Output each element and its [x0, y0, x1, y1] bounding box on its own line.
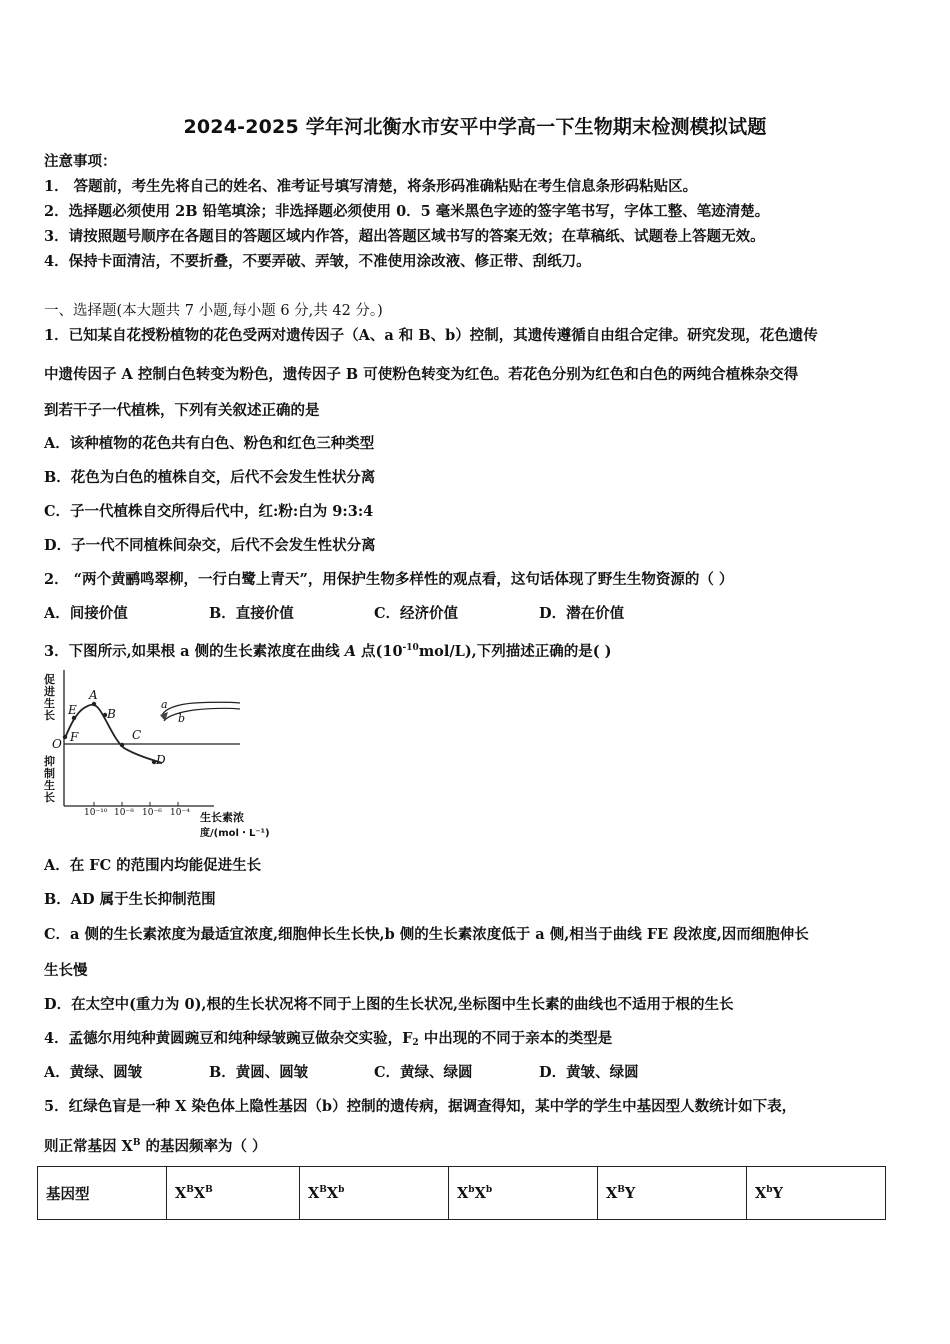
question-4-option: B．黄圆、圆皱	[209, 1064, 309, 1081]
question-3-option: A．在 FC 的范围内均能促进生长	[44, 857, 262, 874]
inset-root-tip	[160, 712, 168, 721]
section-heading: 一、选择题(本大题共 7 小题,每小题 6 分,共 42 分。)	[44, 303, 383, 319]
notice-heading: 注意事项：	[44, 153, 117, 170]
x-tick-label: 10⁻⁶	[142, 808, 162, 818]
question-1-option: C．子一代植株自交所得后代中，红:粉:白为 9:3:4	[44, 503, 374, 520]
question-1-option: A．该种植物的花色共有白色、粉色和红色三种类型	[44, 435, 375, 452]
table-cell: $X^BY$	[598, 1167, 747, 1220]
point-b-label: B	[107, 707, 116, 721]
point-e-label: E	[68, 703, 77, 717]
question-5-stem: 则正常基因 $X^B$ 的基因频率为（ ）	[44, 1138, 267, 1155]
table-row	[38, 1167, 886, 1220]
question-4-option: D．黄皱、绿圆	[539, 1064, 639, 1081]
table-cell: $X^bX^b$	[449, 1167, 598, 1220]
point-c-dot	[120, 743, 124, 747]
point-a-dot	[92, 702, 96, 706]
notice-item: 1． 答题前，考生先将自己的姓名、准考证号填写清楚，将条形码准确粘贴在考生信息条形码粘贴区。	[44, 178, 698, 195]
question-3-option: C．a 侧的生长素浓度为最适宜浓度,细胞伸长生长快,b 侧的生长素浓度低于 a 侧,相当于曲线 FE 段浓度,因而细胞伸长	[44, 926, 809, 943]
notice-item: 3．请按照题号顺序在各题目的答题区域内作答，超出答题区域书写的答案无效；在草稿纸、试题卷上答题无效。	[44, 228, 765, 245]
question-3-option: D．在太空中(重力为 0),根的生长状况将不同于上图的生长状况,坐标图中生长素的曲线也不适用于根的生长	[44, 996, 734, 1013]
table-header-cell: 基因型	[38, 1167, 167, 1220]
question-4-option: C．黄绿、绿圆	[374, 1064, 473, 1081]
question-4-options	[44, 1064, 704, 1082]
question-2-options	[44, 605, 704, 623]
question-2-option: A．间接价值	[44, 605, 128, 622]
question-4-stem: 4．孟德尔用纯种黄圆豌豆和纯种绿皱豌豆做杂交实验，$F_2$ 中出现的不同于亲本的类型是	[44, 1030, 613, 1048]
table-cell: $X^bY$	[747, 1167, 886, 1220]
y-label-promote: 促进生长	[44, 673, 55, 722]
x-axis-label: 生长素浓	[200, 811, 244, 824]
question-1-option: B．花色为白色的植株自交，后代不会发生性状分离	[44, 469, 376, 486]
notice-item: 4．保持卡面清洁，不要折叠，不要弄破、弄皱，不准使用涂改液、修正带、刮纸刀。	[44, 253, 591, 270]
inset-label-b: b	[178, 712, 186, 725]
auxin-curve-figure	[44, 668, 284, 846]
origin-label: O	[52, 737, 62, 751]
question-1-stem: 到若干子一代植株，下列有关叙述正确的是	[44, 402, 320, 419]
table-cell: $X^BX^b$	[300, 1167, 449, 1220]
point-a-label: A	[89, 688, 98, 702]
question-3-stem: 3．下图所示,如果根 a 侧的生长素浓度在曲线 A 点$(10^{-10}mol/L)$,下列描述正确的是( )	[44, 643, 612, 660]
point-f-label: F	[70, 730, 79, 744]
question-1-stem: 中遗传因子 A 控制白色转变为粉色，遗传因子 B 可使粉色转变为红色。若花色分别为红色和白色的两纯合植株杂交得	[44, 366, 799, 383]
question-1-stem: 1．已知某自花授粉植物的花色受两对遗传因子（A、a 和 B、b）控制，其遗传遵循自由组合定律。研究发现，花色遗传	[44, 327, 818, 344]
inset-root-lower	[164, 708, 240, 721]
question-5-stem: 5．红绿色盲是一种 X 染色体上隐性基因（b）控制的遗传病，据调查得知，某中学的学生中基因型人数统计如下表，	[44, 1098, 797, 1115]
question-2-option: C．经济价值	[374, 605, 459, 622]
inset-label-a: a	[161, 698, 168, 711]
question-2-option: B．直接价值	[209, 605, 294, 622]
question-3-option-cont: 生长慢	[44, 962, 88, 979]
question-1-option: D．子一代不同植株间杂交，后代不会发生性状分离	[44, 537, 376, 554]
question-2-stem: 2． “两个黄鹂鸣翠柳，一行白鹭上青天”，用保护生物多样性的观点看，这句话体现了野生生物资源的（ ）	[44, 571, 734, 588]
point-d-label: D	[156, 753, 166, 767]
question-2-option: D．潜在价值	[539, 605, 625, 622]
x-tick-label: 10⁻⁸	[114, 808, 134, 818]
table-cell: $X^BX^B$	[167, 1167, 300, 1220]
question-4-option: A．黄绿、圆皱	[44, 1064, 143, 1081]
page-title: 2024-2025 学年河北衡水市安平中学高一下生物期末检测模拟试题	[183, 116, 767, 138]
x-tick-label: 10⁻⁴	[170, 808, 190, 818]
question-3-option: B．AD 属于生长抑制范围	[44, 891, 216, 908]
point-f-dot	[63, 735, 67, 739]
genotype-table	[37, 1166, 886, 1220]
x-axis-unit: 度/(mol・L⁻¹)	[200, 828, 270, 839]
point-c-label: C	[132, 728, 142, 742]
notice-item: 2．选择题必须使用 2B 铅笔填涂；非选择题必须使用 0．5 毫米黑色字迹的签字笔书写，字体工整、笔迹清楚。	[44, 203, 770, 220]
y-label-inhibit: 抑制生长	[44, 755, 55, 804]
x-tick-label: 10⁻¹⁰	[84, 808, 108, 818]
